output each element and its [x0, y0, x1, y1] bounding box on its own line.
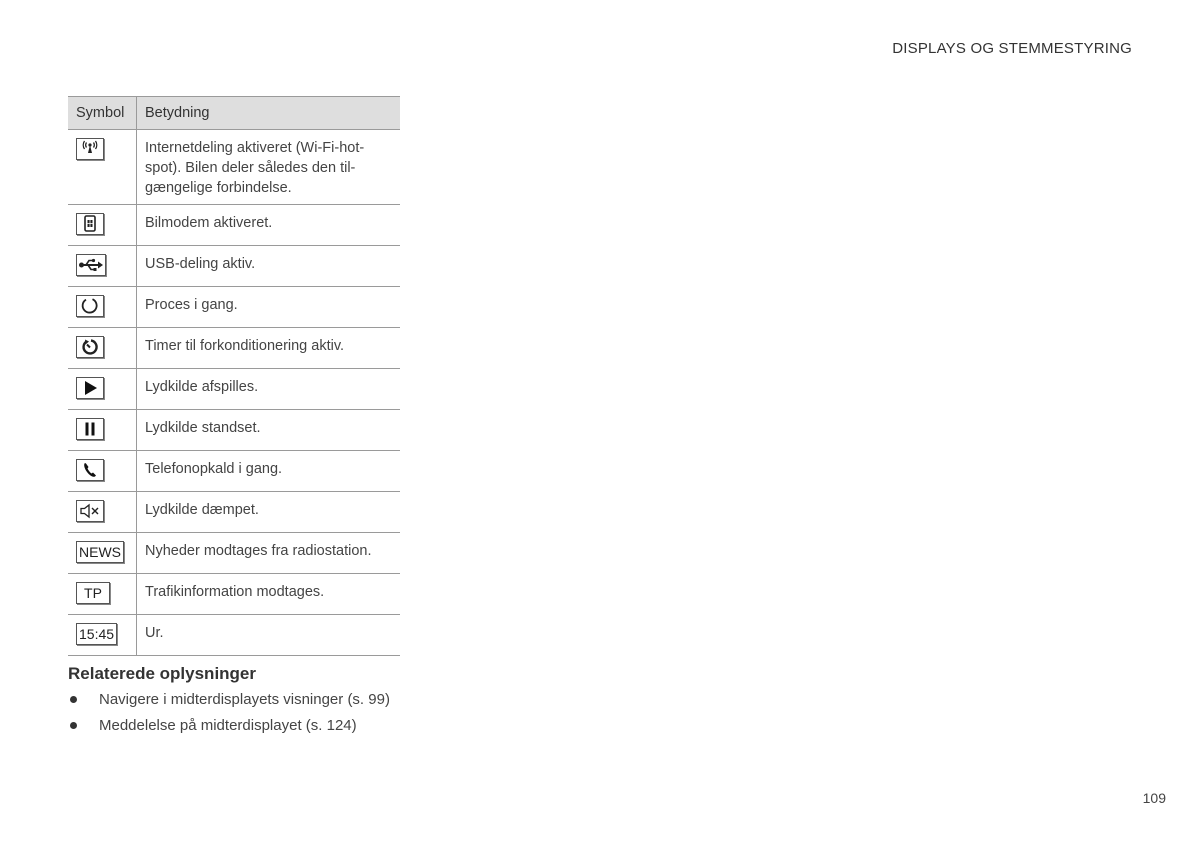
related-link-text[interactable]: Meddelelse på midterdisplayet (s. 124)	[99, 716, 357, 734]
related-info-list	[68, 686, 390, 738]
pause-icon	[76, 418, 104, 440]
row-meaning: Nyheder modtages fra radiostation.	[137, 533, 401, 574]
row-meaning: Telefonopkald i gang.	[137, 451, 401, 492]
sim-card-icon	[76, 213, 104, 235]
table-row	[68, 492, 400, 533]
tp-symbol: TP	[76, 582, 110, 604]
row-meaning: Lydkilde afspilles.	[137, 369, 401, 410]
table-row	[68, 246, 400, 287]
row-meaning: Ur.	[137, 615, 401, 656]
table-row	[68, 410, 400, 451]
table-row	[68, 615, 400, 656]
row-meaning: Bilmodem aktiveret.	[137, 205, 401, 246]
column-header-symbol: Symbol	[68, 97, 137, 130]
news-symbol: NEWS	[76, 541, 124, 563]
table-row	[68, 369, 400, 410]
row-meaning: Proces i gang.	[137, 287, 401, 328]
related-link[interactable]	[68, 686, 390, 712]
related-info-heading: Relaterede oplysninger	[68, 664, 257, 683]
speaker-muted-icon	[76, 500, 104, 522]
phone-handset-icon	[76, 459, 104, 481]
related-link[interactable]	[68, 712, 390, 738]
wifi-hotspot-icon	[76, 138, 104, 160]
row-meaning: Timer til forkonditionering aktiv.	[137, 328, 401, 369]
column-header-meaning: Betydning	[137, 97, 401, 130]
timer-icon	[76, 336, 104, 358]
row-meaning: Lydkilde dæmpet.	[137, 492, 401, 533]
progress-circle-icon	[76, 295, 104, 317]
row-meaning: Trafikinformation modtages.	[137, 574, 401, 615]
clock-symbol: 15:45	[76, 623, 117, 645]
table-row	[68, 533, 400, 574]
table-row	[68, 451, 400, 492]
table-row	[68, 574, 400, 615]
related-link-text[interactable]: Navigere i midterdisplayets visninger (s. 99)	[99, 690, 390, 708]
symbol-table	[68, 96, 400, 656]
table-row	[68, 328, 400, 369]
page-number: 109	[1142, 790, 1166, 806]
running-header: DISPLAYS OG STEMMESTYRING	[892, 40, 1132, 57]
table-row	[68, 205, 400, 246]
bullet-icon	[70, 696, 77, 703]
play-icon	[76, 377, 104, 399]
table-row	[68, 287, 400, 328]
row-meaning: Lydkilde standset.	[137, 410, 401, 451]
row-meaning: USB-deling aktiv.	[137, 246, 401, 287]
usb-icon	[76, 254, 106, 276]
row-meaning: Internetdeling aktiveret (Wi-Fi-hot-spot). Bilen deler således den til-gængelige forbindelse.	[137, 130, 401, 205]
table-header-row	[68, 97, 400, 130]
bullet-icon	[70, 722, 77, 729]
table-row	[68, 130, 400, 205]
